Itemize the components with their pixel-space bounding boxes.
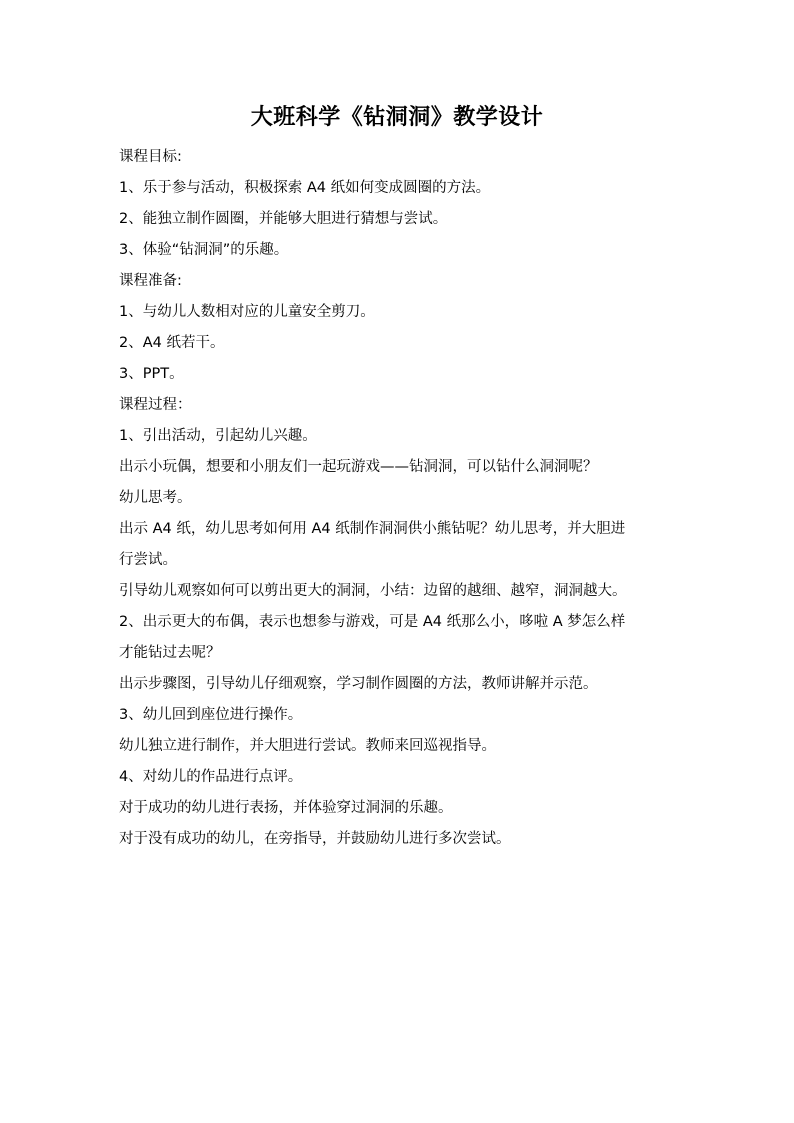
process-text: 出示小玩偶，想要和小朋友们一起玩游戏——钻洞洞，可以钻什么洞洞呢？ [119, 459, 598, 475]
section-heading-process: 课程过程： [119, 397, 192, 413]
section-heading-goals: 课程目标: [119, 149, 182, 165]
process-text: 出示步骤图，引导幼儿仔细观察，学习制作圆圈的方法，教师讲解并示范。 [119, 676, 598, 692]
goal-item-1: 1、乐于参与活动，积极探索 A4 纸如何变成圆圈的方法。 [119, 180, 491, 196]
process-text: 出示 A4 纸，幼儿思考如何用 A4 纸制作洞洞供小熊钻呢？幼儿思考，并大胆进 [119, 521, 626, 537]
preparation-item-1: 1、与幼儿人数相对应的儿童安全剪刀。 [119, 304, 375, 320]
process-step-4: 4、对幼儿的作品进行点评。 [119, 769, 303, 785]
process-step-2: 2、出示更大的布偶，表示也想参与游戏，可是 A4 纸那么小，哆啦 A 梦怎么样 [119, 614, 626, 630]
process-text: 幼儿独立进行制作，并大胆进行尝试。教师来回巡视指导。 [119, 738, 496, 754]
goal-item-3: 3、体验“钻洞洞”的乐趣。 [119, 242, 289, 258]
process-text: 行尝试。 [119, 552, 177, 568]
process-text: 幼儿思考。 [119, 490, 192, 506]
preparation-item-2: 2、A4 纸若干。 [119, 335, 225, 351]
goal-item-2: 2、能独立制作圆圈，并能够大胆进行猜想与尝试。 [119, 211, 448, 227]
section-heading-preparation: 课程准备: [119, 273, 182, 289]
process-text: 对于没有成功的幼儿，在旁指导，并鼓励幼儿进行多次尝试。 [119, 831, 511, 847]
process-text: 对于成功的幼儿进行表扬，并体验穿过洞洞的乐趣。 [119, 800, 453, 816]
process-step-1: 1、引出活动，引起幼儿兴趣。 [119, 428, 317, 444]
process-text: 引导幼儿观察如何可以剪出更大的洞洞，小结：边留的越细、越窄，洞洞越大。 [119, 583, 627, 599]
process-step-3: 3、幼儿回到座位进行操作。 [119, 707, 303, 723]
document-title: 大班科学《钻洞洞》教学设计 [250, 104, 544, 130]
document-body [119, 142, 679, 855]
preparation-item-3: 3、PPT。 [119, 366, 184, 382]
process-text: 才能钻过去呢？ [119, 645, 221, 661]
